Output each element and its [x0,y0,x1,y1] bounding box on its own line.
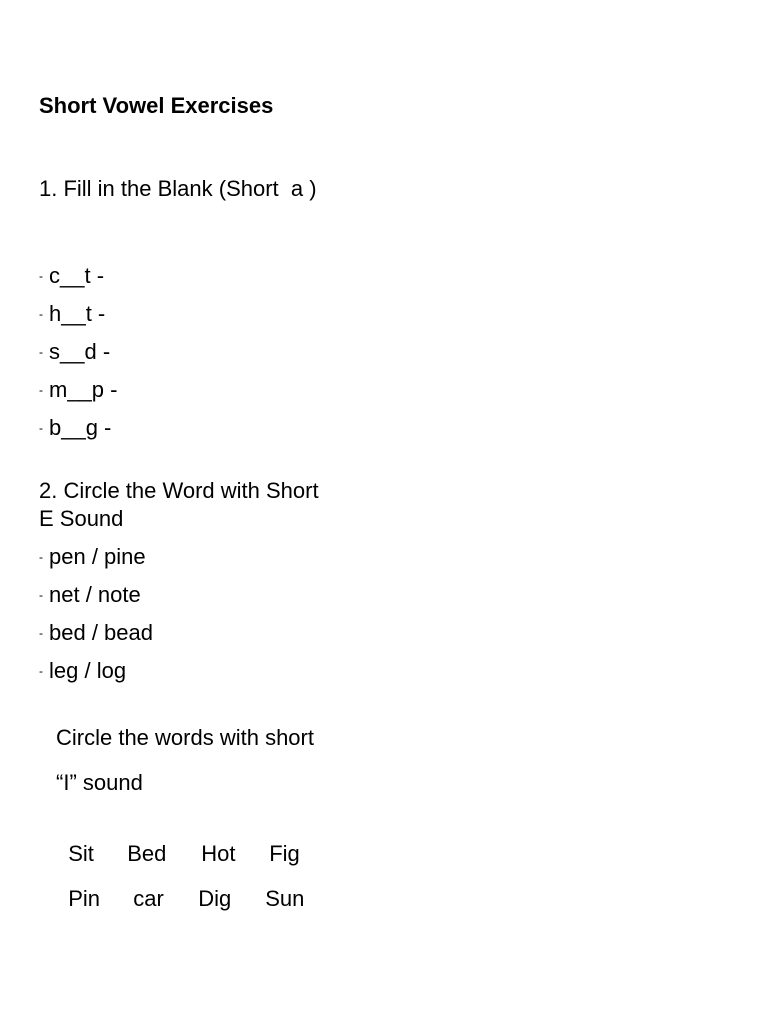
list-item-text: s__d - [49,339,111,364]
word: Pin [68,886,101,911]
list-item [39,538,153,576]
list-item-text: bed / bead [49,620,153,645]
bullet-dash: - [39,626,43,640]
word: Dig [198,886,232,911]
list-item-text: pen / pine [49,544,146,569]
list-item-text: m__p - [49,377,118,402]
bullet-dash: - [39,345,43,359]
list-item [39,652,153,690]
list-item [39,333,117,371]
word: Fig [269,841,300,866]
list-item [39,257,117,295]
short-e-list [39,538,153,690]
list-item [39,371,117,409]
word: Bed [127,841,167,866]
list-item-text: net / note [49,582,141,607]
bullet-dash: - [39,588,43,602]
bullet-dash: - [39,664,43,678]
bullet-dash: - [39,421,43,435]
bullet-dash: - [39,383,43,397]
list-item [39,614,153,652]
section2-heading-line2: E Sound [39,506,124,531]
fill-in-blank-list [39,257,117,447]
section2-heading-line1: 2. Circle the Word with Short [39,478,319,503]
list-item-text: b__g - [49,415,112,440]
word-row-2 [56,860,304,912]
list-item [39,295,117,333]
list-item-text: leg / log [49,658,127,683]
section3-line1: Circle the words with short [56,725,314,750]
word: Hot [201,841,236,866]
bullet-dash: - [39,307,43,321]
section3-line2: “I” sound [56,770,143,795]
page-title: Short Vowel Exercises [39,93,274,118]
word: Sun [265,886,305,911]
bullet-dash: - [39,550,43,564]
bullet-dash: - [39,269,43,283]
list-item-text: c__t - [49,263,105,288]
list-item [39,576,153,614]
section1-heading: 1. Fill in the Blank (Short a ) [39,176,317,201]
list-item [39,409,117,447]
list-item-text: h__t - [49,301,106,326]
word: car [133,886,164,911]
word: Sit [68,841,94,866]
